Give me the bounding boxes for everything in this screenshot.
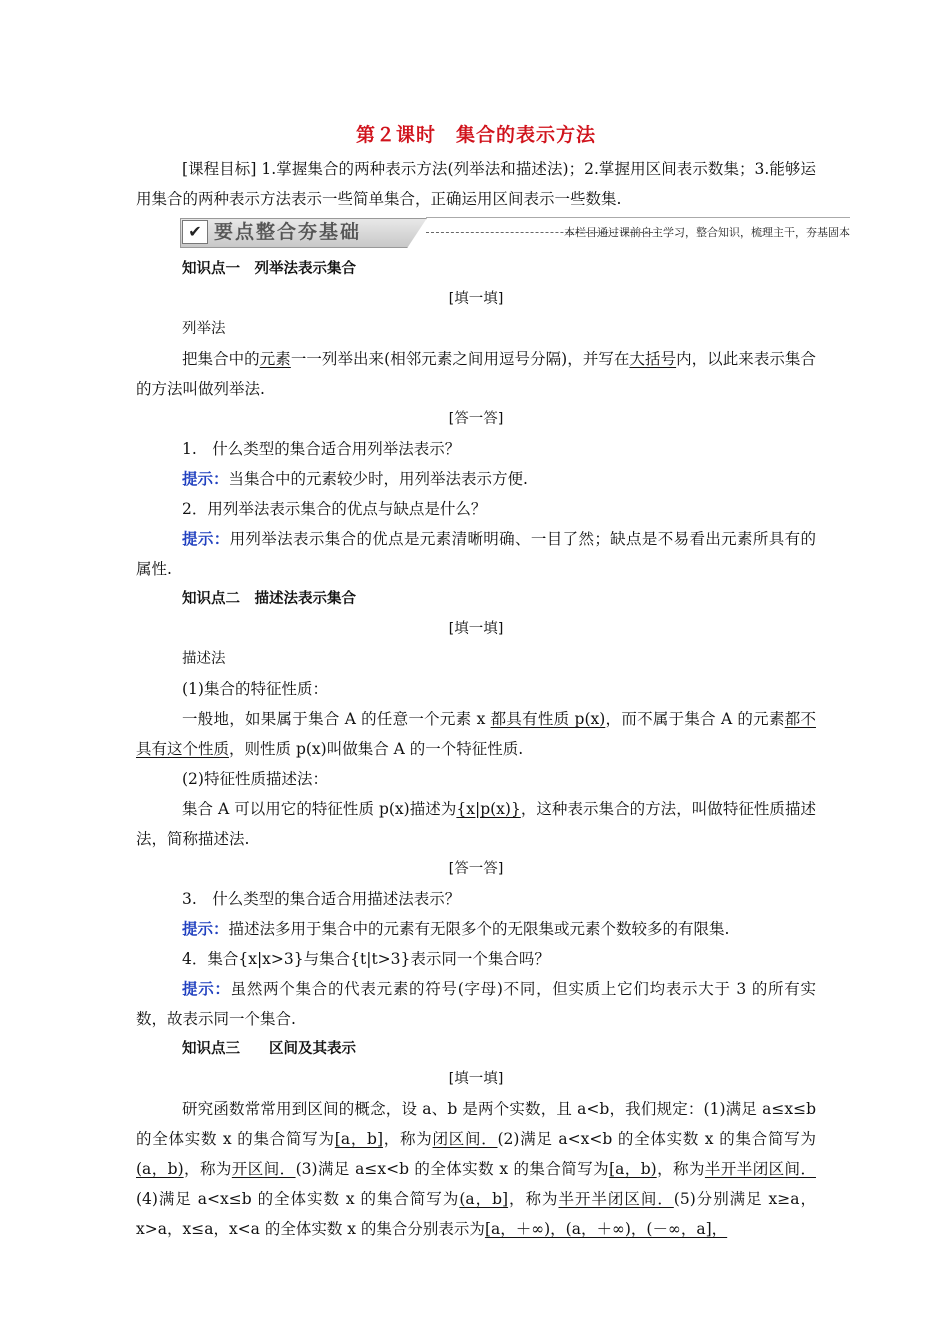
banner-title: 要点整合夯基础 [214,221,362,243]
fill-in-label: [填一填] [448,1071,504,1087]
underlined-answer: 元素 [259,350,291,368]
hint-3: 提示：描述法多用于集合中的元素有无限多个的无限集或元素个数较多的有限集. [182,920,730,938]
underlined-answer: (a，b) [136,1160,184,1178]
underlined-answer: (a，b] [459,1190,509,1208]
knowledge-point-3-heading: 知识点三 区间及其表示 [182,1041,356,1057]
lesson-title: 第２课时 集合的表示方法 [355,124,596,146]
question-3: 3. 什么类型的集合适合用描述法表示？ [182,890,461,908]
question-4: 4．集合{x|x>3}与集合{t|t>3}表示同一个集合吗？ [182,950,550,968]
subsection-2: (2)特征性质描述法： [182,770,328,788]
section-banner [136,216,850,250]
answer-label: [答一答] [448,411,504,427]
course-goals: [课程目标] 1.掌握集合的两种表示方法(列举法和描述法)；2.掌握用区间表示数集；3.能够运用集合的两种表示方法表示一些简单集合，正确运用区间表示一些数集. [136,160,816,208]
subsection-1: (1)集合的特征性质： [182,680,328,698]
underlined-answer: 都不具有这个性质 [136,710,816,758]
underlined-answer: [a，＋∞)，(a，＋∞)，(－∞，a]， [484,1220,728,1238]
banner-note: 本栏目通过课前自主学习，整合知识，梳理主干，夯基固本 [564,226,850,239]
underlined-answer: [a，b) [609,1160,657,1178]
hint-label: 提示： [182,470,229,488]
hint-label: 提示： [182,530,230,548]
underlined-answer: {x|p(x)} [456,800,521,818]
knowledge-point-1-heading: 知识点一 列举法表示集合 [182,261,356,277]
underlined-answer: 大括号 [629,350,677,368]
knowledge-point-2-heading: 知识点二 描述法表示集合 [182,591,356,607]
banner-top-rule [426,217,850,218]
underlined-answer: 都具有性质 p(x) [490,710,606,728]
underlined-answer: 开区间． [231,1160,296,1178]
fill-in-label: [填一填] [448,621,504,637]
underlined-answer: 闭区间． [432,1130,498,1148]
underlined-answer: 半开半闭区间． [704,1160,816,1178]
hint-1: 提示：当集合中的元素较少时，用列举法表示方便. [182,470,528,488]
hint-label: 提示： [182,980,231,998]
answer-label: [答一答] [448,861,504,877]
underlined-answer: [a，b] [334,1130,384,1148]
document-page [136,120,850,1244]
question-1: 1. 什么类型的集合适合用列举法表示？ [182,440,461,458]
method-label: 列举法 [182,321,226,337]
hint-2: 提示：用列举法表示集合的优点是元素清晰明确、一目了然；缺点是不易看出元素所具有的属性. [136,530,816,578]
fill-in-label: [填一填] [448,291,504,307]
question-2: 2．用列举法表示集合的优点与缺点是什么？ [182,500,487,518]
hint-4: 提示：虽然两个集合的代表元素的符号(字母)不同，但实质上它们均表示大于 3 的所有实数，故表示同一个集合. [136,980,816,1028]
checkmark-icon: ✔ [182,220,208,244]
interval-definition: 研究函数常常用到区间的概念，设 a、b 是两个实数，且 a<b，我们规定：(1)满足 a≤x≤b 的全体实数 x 的集合简写为[a，b]，称为闭区间．(2)满足 a<x<b 的全体实数 x 的集合简写为(a，b)，称为开区间．(3)满足 a≤x<b 的全体实数 x 的集合简写为[a，b)，称为半开半闭区间．(4)满足 a<x≤b 的全体实数 x 的集合简写为(a，b]，称为半开半闭区间．(5)分别满足 x≥a，x>a，x≤a，x<a 的全体实数 x 的集合分别表示为[a，＋∞)，(a，＋∞)，(－∞，a]， [136,1100,816,1238]
underlined-answer: 半开半闭区间． [558,1190,674,1208]
listing-method-definition: 把集合中的元素一一列举出来(相邻元素之间用逗号分隔)，并写在大括号内，以此来表示集合的方法叫做列举法. [136,350,816,398]
hint-label: 提示： [182,920,229,938]
method-label: 描述法 [182,651,226,667]
description-method-definition: 集合 A 可以用它的特征性质 p(x)描述为{x|p(x)}，这种表示集合的方法，叫做特征性质描述法，简称描述法. [136,800,816,848]
characteristic-property-definition: 一般地，如果属于集合 A 的任意一个元素 x 都具有性质 p(x)，而不属于集合 A 的元素都不具有这个性质，则性质 p(x)叫做集合 A 的一个特征性质. [136,710,816,758]
